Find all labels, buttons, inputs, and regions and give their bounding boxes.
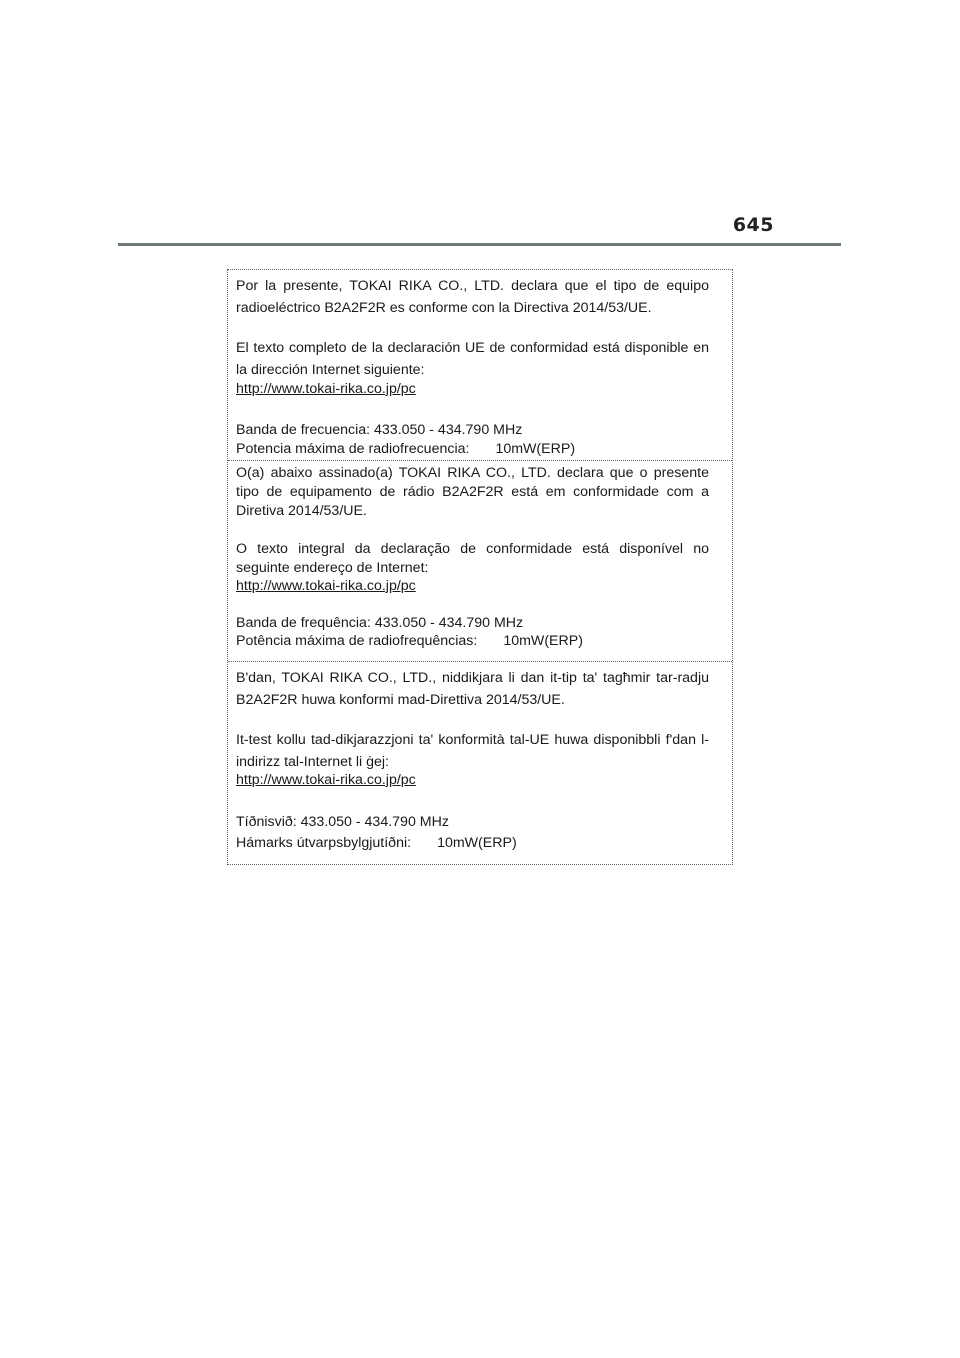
power-value: 10mW(ERP) <box>437 835 517 851</box>
power-label: Potencia máxima de radiofrecuencia: <box>236 441 470 457</box>
section-spanish <box>228 270 732 460</box>
power-label: Hámarks útvarpsbylgjutíðni: <box>236 835 412 851</box>
availability-text: El texto completo de la declaración UE de conformidad está disponible en la dirección Internet siguiente: <box>236 340 709 378</box>
header-rule <box>118 243 841 246</box>
power-row <box>236 440 709 459</box>
declaration-text: B'dan, TOKAI RIKA CO., LTD., niddikjara li dan it-tip ta' tagħmir tar-radju B2A2F2R huwa konformi mad-Direttiva 2014/53/UE. <box>236 670 709 708</box>
declaration-box <box>227 269 733 865</box>
url-link[interactable]: http://www.tokai-rika.co.jp/pc <box>236 381 416 397</box>
frequency-text: Banda de frequência: 433.050 - 434.790 MHz <box>236 615 524 631</box>
frequency-text: Tíðnisvið: 433.050 - 434.790 MHz <box>236 814 449 830</box>
power-value: 10mW(ERP) <box>503 633 583 649</box>
declaration-text: Por la presente, TOKAI RIKA CO., LTD. declara que el tipo de equipo radioeléctrico B2A2F2R es conforme con la Directiva 2014/53/UE. <box>236 278 709 316</box>
availability-text: O texto integral da declaração de conformidade está disponível no seguinte endereço de Internet: <box>236 541 709 576</box>
section-portuguese <box>228 460 732 661</box>
declaration-text: O(a) abaixo assinado(a) TOKAI RIKA CO., LTD. declara que o presente tipo de equipamento de rádio B2A2F2R está em conformidade com a Diretiva 2014/53/UE. <box>236 465 709 519</box>
page-number: 645 <box>732 214 774 236</box>
section-maltese <box>228 661 732 866</box>
power-row <box>236 834 709 853</box>
power-row <box>236 632 709 651</box>
availability-text: It-test kollu tad-dikjarazzjoni ta' konformità tal-UE huwa disponibbli f'dan l-indirizz tal-Internet li ġej: <box>236 732 709 770</box>
power-label: Potência máxima de radiofrequências: <box>236 633 478 649</box>
url-link[interactable]: http://www.tokai-rika.co.jp/pc <box>236 578 416 594</box>
power-value: 10mW(ERP) <box>495 441 576 457</box>
frequency-text: Banda de frecuencia: 433.050 - 434.790 MHz <box>236 422 523 438</box>
url-link[interactable]: http://www.tokai-rika.co.jp/pc <box>236 772 416 788</box>
